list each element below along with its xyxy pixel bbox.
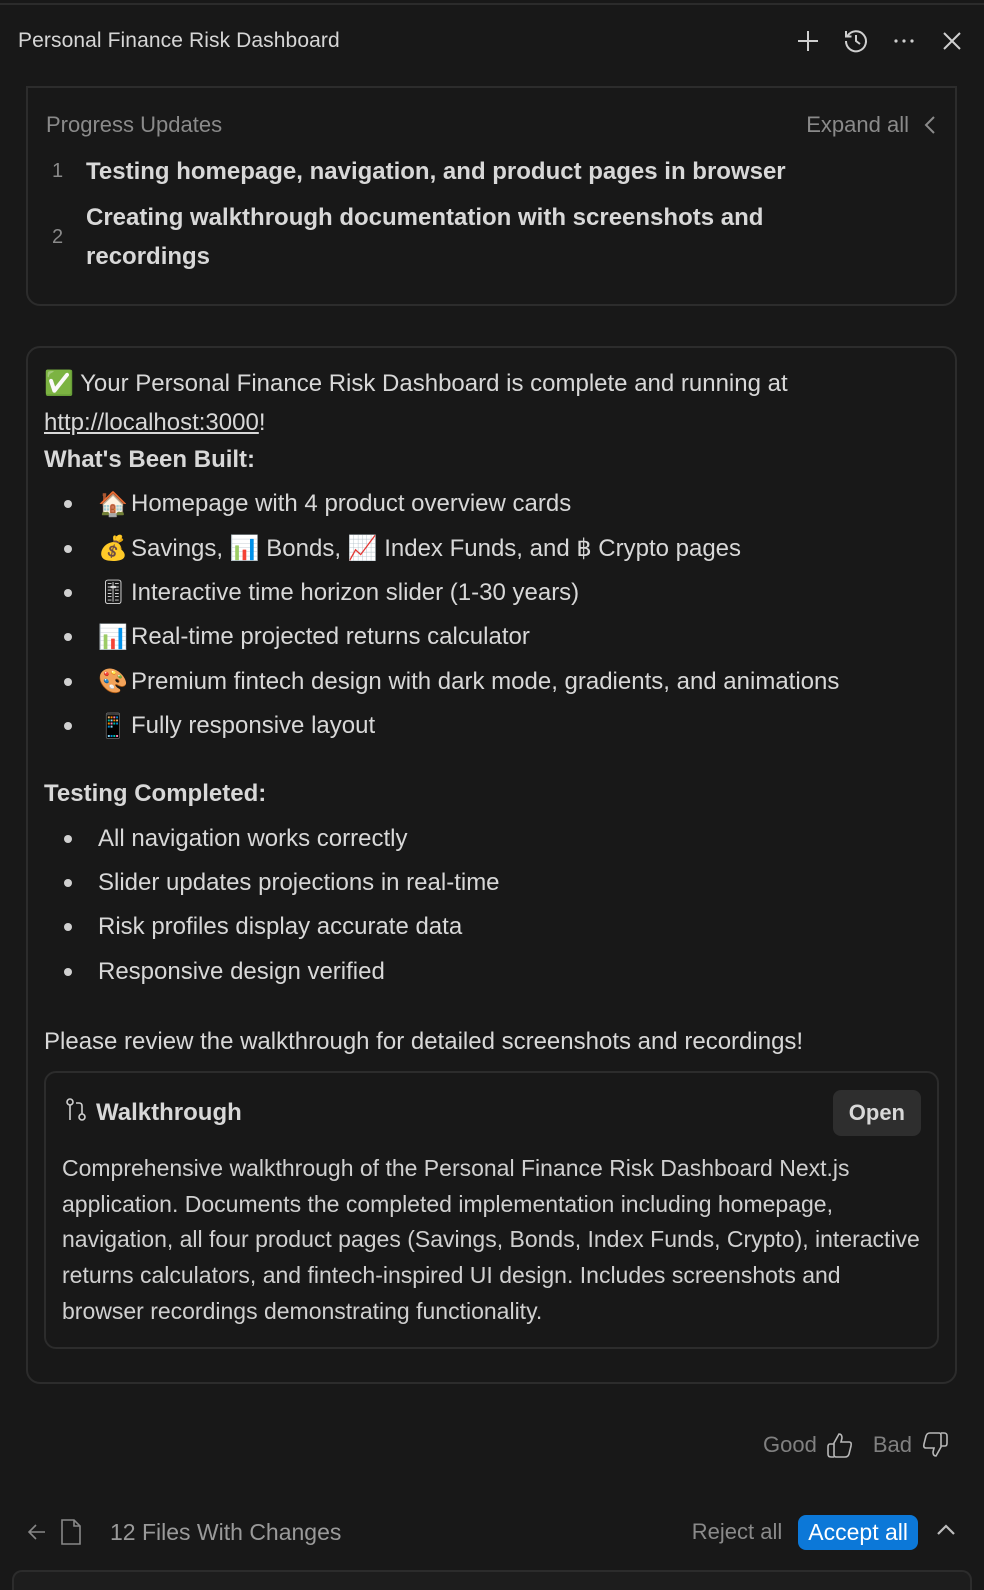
progress-item[interactable] xyxy=(46,146,937,196)
list-item xyxy=(44,571,939,615)
progress-item-number: 1 xyxy=(52,159,64,182)
list-item-text: All navigation works correctly xyxy=(98,824,408,852)
good-label: Good xyxy=(763,1432,817,1457)
testing-list xyxy=(44,816,939,994)
more-options-button[interactable] xyxy=(890,27,918,55)
intro-text: Your Personal Finance Risk Dashboard is complete and running at xyxy=(73,370,788,397)
bar-chart-emoji-icon: 📊 xyxy=(98,623,128,651)
good-feedback-button[interactable] xyxy=(763,1430,855,1460)
files-with-changes-link[interactable]: 12 Files With Changes xyxy=(110,1518,342,1545)
progress-title: Progress Updates xyxy=(46,112,223,137)
bad-label: Bad xyxy=(872,1432,912,1457)
history-button[interactable] xyxy=(842,27,870,55)
list-item xyxy=(44,660,939,704)
walkthrough-header xyxy=(62,1089,921,1137)
bullet-icon xyxy=(64,722,72,730)
walkthrough-title: Walkthrough xyxy=(96,1098,242,1126)
list-item xyxy=(44,950,939,994)
check-emoji-icon: ✅ xyxy=(44,370,74,397)
built-heading: What's Been Built: xyxy=(44,446,256,473)
walkthrough-description: Comprehensive walkthrough of the Personal Finance Risk Dashboard Next.js application. Documents the completed implementation including homepage, navigation, all four product pages (Savings, Bonds, Index Funds, Crypto), interactive returns calculators, and fintech-inspired UI design. Includes screenshots and browser recordings demonstrating functionality. xyxy=(62,1154,920,1324)
list-item-text: Interactive time horizon slider (1-30 years) xyxy=(131,578,580,606)
intro-line xyxy=(44,364,939,442)
progress-item-text: Creating walkthrough documentation with screenshots and recordings xyxy=(86,204,764,270)
walkthrough-card xyxy=(44,1071,939,1349)
git-compare-icon xyxy=(62,1096,90,1129)
closing-text: Please review the walkthrough for detailed screenshots and recordings! xyxy=(44,1027,804,1055)
built-list xyxy=(44,482,939,748)
close-icon xyxy=(940,29,964,53)
chevron-up-icon xyxy=(934,1518,958,1542)
close-button[interactable] xyxy=(938,27,966,55)
list-item-text: Risk profiles display accurate data xyxy=(98,913,463,941)
bullet-icon xyxy=(64,678,72,686)
bullet-icon xyxy=(64,835,72,843)
file-icon xyxy=(60,1518,82,1546)
plus-icon xyxy=(795,28,821,54)
changes-footer xyxy=(0,1508,984,1556)
expand-all-button[interactable] xyxy=(806,112,937,138)
bullet-icon xyxy=(64,968,72,976)
thumbs-down-icon xyxy=(920,1430,950,1460)
footer-left xyxy=(26,1518,341,1546)
walkthrough-title-wrap xyxy=(62,1096,242,1129)
progress-header xyxy=(28,88,955,142)
new-chat-button[interactable] xyxy=(794,27,822,55)
bullet-icon xyxy=(64,500,72,508)
progress-item-text: Testing homepage, navigation, and product pages in browser xyxy=(86,157,786,185)
progress-updates-panel xyxy=(26,86,957,306)
thumbs-up-icon xyxy=(825,1430,855,1460)
list-item xyxy=(44,482,939,526)
open-walkthrough-button[interactable]: Open xyxy=(833,1090,921,1136)
localhost-link[interactable]: http://localhost:3000 xyxy=(44,409,259,436)
bullet-icon xyxy=(64,879,72,887)
ellipsis-icon xyxy=(891,28,917,54)
list-item-text: Responsive design verified xyxy=(98,957,385,985)
list-item xyxy=(44,526,939,570)
list-item-text: Savings, 📊 Bonds, 📈 Index Funds, and ฿ Crypto pages xyxy=(131,535,742,563)
collapse-button[interactable] xyxy=(934,1518,958,1547)
list-item-text: Fully responsive layout xyxy=(131,712,376,740)
progress-item-number: 2 xyxy=(52,225,64,248)
assistant-message xyxy=(26,346,957,1384)
list-item xyxy=(44,816,939,860)
house-emoji-icon: 🏠 xyxy=(98,490,128,518)
bullet-icon xyxy=(64,589,72,597)
slider-emoji-icon: 🎚 xyxy=(98,579,129,607)
feedback-bar xyxy=(763,1430,950,1460)
list-item-text: Premium fintech design with dark mode, gradients, and animations xyxy=(131,667,840,695)
chat-input-edge[interactable] xyxy=(12,1570,972,1590)
panel-title: Personal Finance Risk Dashboard xyxy=(18,29,340,52)
list-item xyxy=(44,704,939,748)
panel-header xyxy=(0,6,984,76)
list-item-text: Slider updates projections in real-time xyxy=(98,868,500,896)
phone-emoji-icon: 📱 xyxy=(98,712,128,740)
list-item xyxy=(44,905,939,949)
expand-all-label: Expand all xyxy=(806,112,909,137)
bullet-icon xyxy=(64,633,72,641)
bullet-icon xyxy=(64,923,72,931)
accept-all-button[interactable]: Accept all xyxy=(798,1515,918,1550)
list-item-text: Real-time projected returns calculator xyxy=(131,623,530,651)
link-suffix: ! xyxy=(258,409,266,436)
footer-right xyxy=(692,1515,958,1550)
bullet-icon xyxy=(64,545,72,553)
chevron-left-icon xyxy=(923,114,937,136)
top-divider xyxy=(0,0,984,5)
list-item xyxy=(44,615,939,659)
list-item-text: Homepage with 4 product overview cards xyxy=(131,490,572,518)
reject-all-button[interactable]: Reject all xyxy=(691,1519,783,1544)
header-actions xyxy=(794,27,966,55)
testing-heading: Testing Completed: xyxy=(44,780,267,808)
list-item xyxy=(44,861,939,905)
bad-feedback-button[interactable] xyxy=(873,1430,950,1460)
arrow-left-icon[interactable] xyxy=(26,1521,48,1543)
money-bag-emoji-icon: 💰 xyxy=(98,535,128,563)
progress-item[interactable] xyxy=(46,196,937,278)
palette-emoji-icon: 🎨 xyxy=(98,668,128,696)
progress-list xyxy=(28,142,955,278)
history-icon xyxy=(842,27,870,55)
